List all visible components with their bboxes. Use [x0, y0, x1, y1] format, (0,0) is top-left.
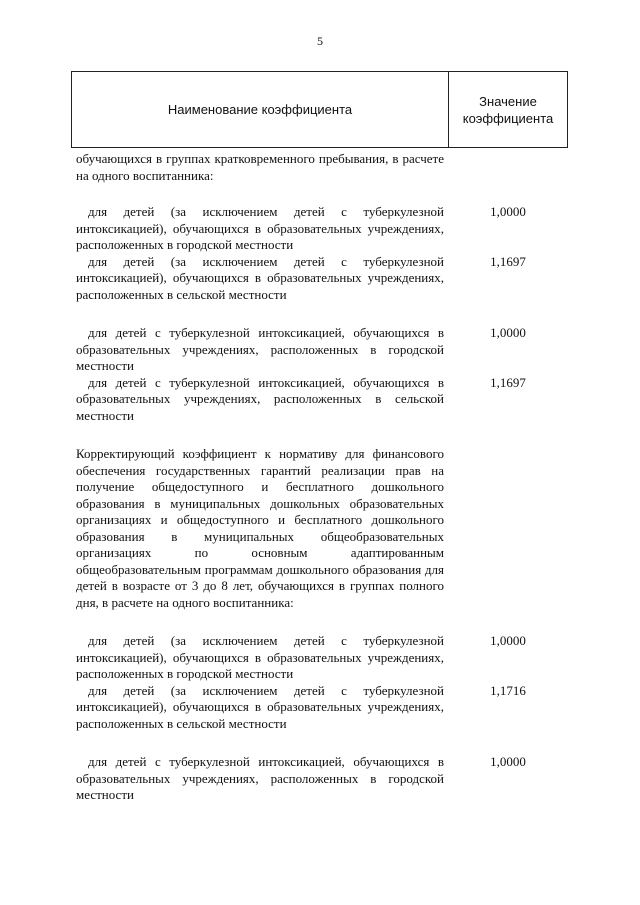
row-text: Корректирующий коэффициент к нормативу для финансового обеспечения государственных гарантий реализации прав на получение общедоступного и бесплатного дошкольного образования в муниципальных дошкольных образовательных организациях и общедоступного и бесплатного дошкольного образования в муниципальных общеобразовательных организациях по основным адаптированным общеобразовательным программам дошкольного образования для детей в возрасте от 3 до 8 лет, обучающихся в группах полного дня, в расчете на одного воспитанника:	[76, 446, 444, 610]
row-value: 1,0000	[490, 325, 526, 340]
table-row	[76, 633, 572, 683]
row-value: 1,1716	[490, 682, 526, 698]
table-header	[71, 71, 568, 148]
row-text: обучающихся в группах кратковременного пребывания, в расчете на одного воспитанника:	[76, 151, 444, 183]
row-value	[444, 446, 572, 611]
table-row	[76, 754, 572, 804]
row-text: для детей (за исключением детей с туберкулезной интоксикацией), обучающихся в образовательных учреждениях, расположенных в сельской местности	[76, 253, 444, 302]
table-row	[76, 683, 572, 733]
table-body	[76, 151, 572, 804]
row-text: для детей с туберкулезной интоксикацией, обучающихся в образовательных учреждениях, расположенных в сельской местности	[76, 374, 444, 423]
table-row	[76, 446, 572, 611]
row-text: для детей (за исключением детей с туберкулезной интоксикацией), обучающихся в образовательных учреждениях, расположенных в городской местности	[76, 204, 444, 252]
table-row	[76, 254, 572, 304]
row-value: 1,1697	[490, 253, 526, 269]
column-header-value-line1: Значение	[479, 93, 537, 109]
row-value	[444, 151, 572, 184]
column-header-value-line2: коэффициента	[462, 110, 554, 126]
table-row	[76, 151, 572, 184]
table-row	[76, 375, 572, 425]
column-header-value	[449, 72, 567, 147]
row-value: 1,1697	[490, 374, 526, 390]
row-value: 1,0000	[490, 204, 526, 219]
row-text: для детей (за исключением детей с туберкулезной интоксикацией), обучающихся в образовательных учреждениях, расположенных в сельской местности	[76, 682, 444, 731]
row-text: для детей с туберкулезной интоксикацией, обучающихся в образовательных учреждениях, расположенных в городской местности	[76, 754, 444, 802]
row-text: для детей с туберкулезной интоксикацией, обучающихся в образовательных учреждениях, расположенных в городской местности	[76, 325, 444, 373]
row-text: для детей (за исключением детей с туберкулезной интоксикацией), обучающихся в образовательных учреждениях, расположенных в городской местности	[76, 633, 444, 681]
table-row	[76, 325, 572, 375]
table-row	[76, 204, 572, 254]
row-value: 1,0000	[490, 633, 526, 648]
page-number: 5	[317, 34, 323, 48]
column-header-name: Наименование коэффициента	[72, 72, 449, 147]
row-value: 1,0000	[490, 754, 526, 769]
